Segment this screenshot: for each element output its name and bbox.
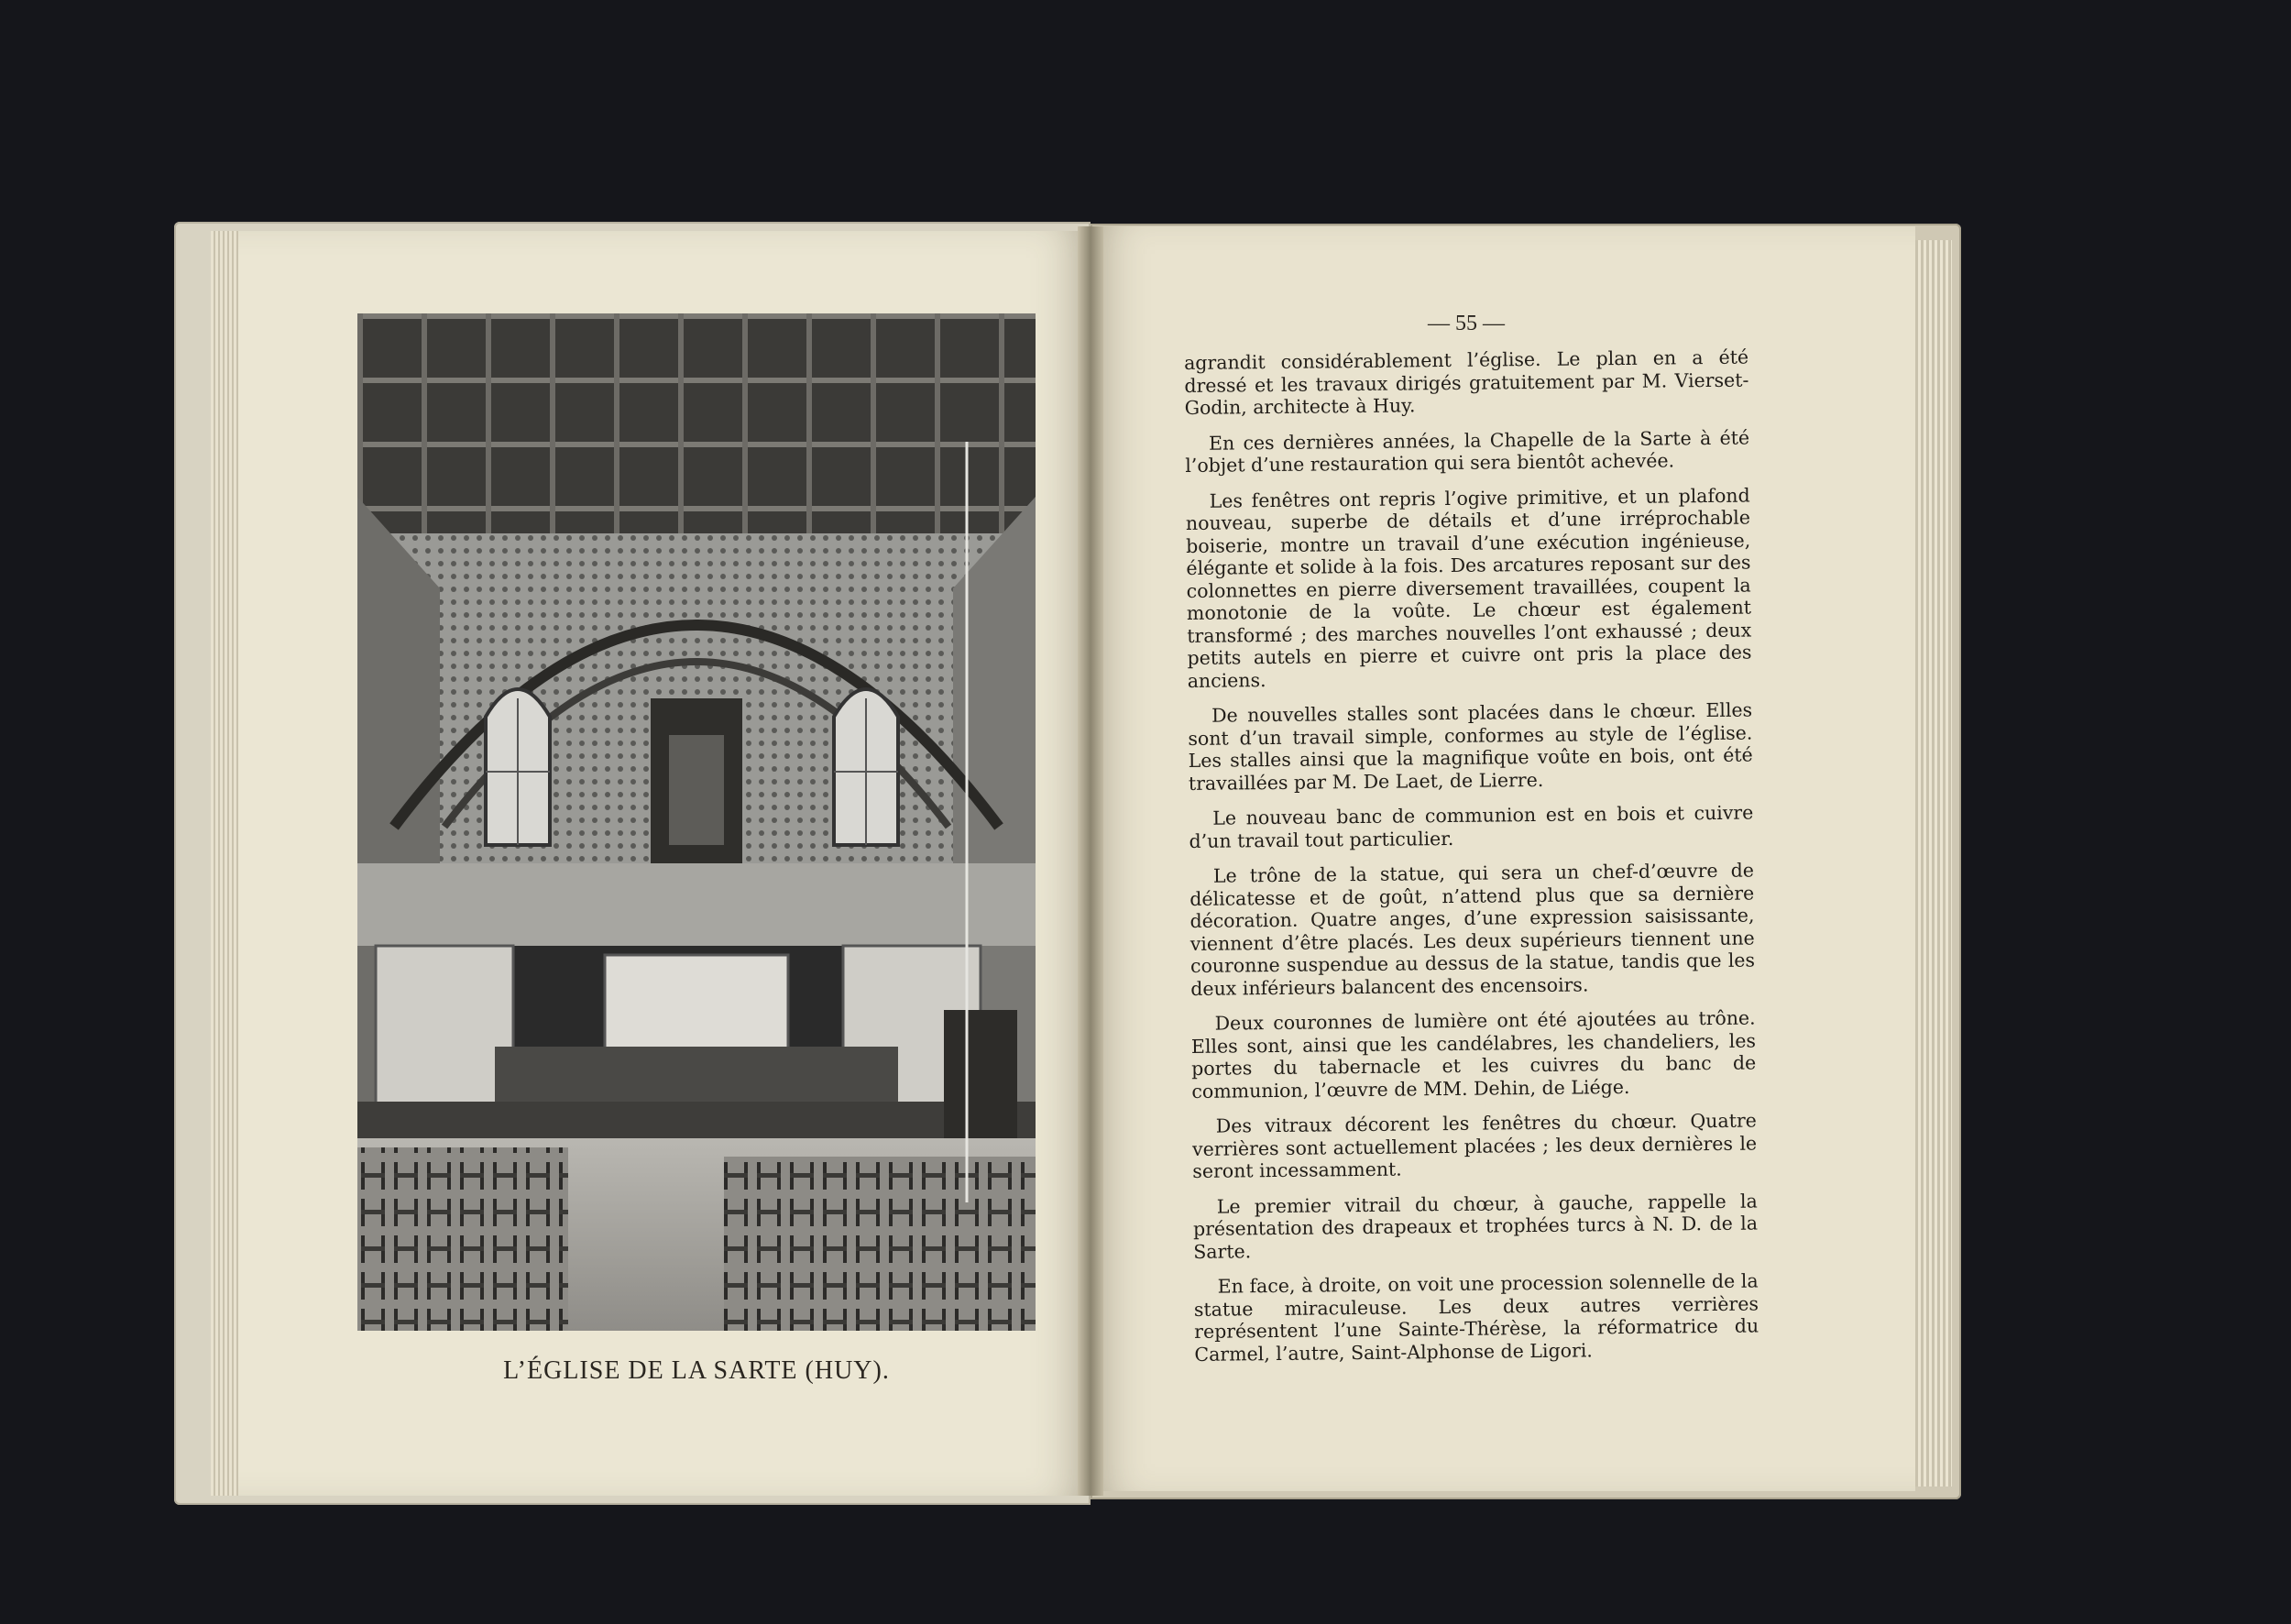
paragraph: En ces dernières années, la Chapelle de la Sarte à été l’objet d’une restauration qui sera bientôt achevée.	[1185, 426, 1750, 477]
paragraph: De nouvelles stalles sont placées dans le chœur. Elles sont d’un travail simple, conformes au style de l’église. Les stalles ainsi que la magnifique voûte en bois, ont été travaillées par M. De Laet, de Lierre.	[1188, 698, 1753, 795]
photo-caption: L’ÉGLISE DE LA SARTE (HUY).	[503, 1356, 890, 1385]
paragraph: Des vitraux décorent les fenêtres du chœur. Quatre verrières sont actuellement placées ; les deux dernières le seront incessamment.	[1191, 1109, 1758, 1182]
paragraph: Le nouveau banc de communion est en bois et cuivre d’un travail tout particulier.	[1189, 801, 1754, 852]
open-book	[174, 213, 1961, 1505]
paragraph: agrandit considérablement l’église. Le plan en a été dressé et les travaux dirigés gratuitement par M. Vierset-Godin, architecte à Huy.	[1184, 346, 1749, 419]
page-number: — 55 —	[1428, 312, 1505, 335]
book-gutter	[1078, 226, 1103, 1496]
paragraph: En face, à droite, on voit une procession solennelle de la statue miraculeuse. Les deux autres verrières représentent l’une Sainte-Thérèse, la réformatrice du Carmel, l’autre, Saint-Alphonse de Ligori.	[1193, 1269, 1759, 1366]
paragraph: Le premier vitrail du chœur, à gauche, rappelle la présentation des drapeaux et trophées turcs à N. D. de la Sarte.	[1192, 1189, 1759, 1263]
paragraph: Les fenêtres ont repris l’ogive primitive, et un plafond nouveau, superbe de détails et d’une irréprochable boiserie, montre un travail d’une exécution ingénieuse, élégante et solide à la fois. Des arcatures reposant sur des colonnettes en pierre diversement travaillées, coupent la monotonie de la voûte. Le chœur est également transformé ; des marches nouvelles l’ont exhaussé ; deux petits autels en pierre et cuivre ont pris la place des anciens.	[1185, 484, 1752, 692]
paragraph: Le trône de la statue, qui sera un chef-d’œuvre de délicatesse et de goût, n’attend plus que sa dernière décoration. Quatre anges, d’une expression saisissante, viennent d’être placés. Les deux supérieurs tiennent une couronne suspendue au dessus de la statue, tandis que les deux inférieurs balancent des encensoirs.	[1189, 859, 1756, 1000]
page-edges-left	[211, 231, 238, 1496]
paragraph: Deux couronnes de lumière ont été ajoutées au trône. Elles sont, ainsi que les candélabres, les chandeliers, les portes du tabernacle et les cuivres du banc de communion, l’œuvre de MM. Dehin, de Liége.	[1190, 1006, 1757, 1103]
page-edges-right	[1915, 240, 1952, 1487]
church-interior-photo	[357, 313, 1036, 1331]
body-text	[1184, 346, 1759, 1378]
